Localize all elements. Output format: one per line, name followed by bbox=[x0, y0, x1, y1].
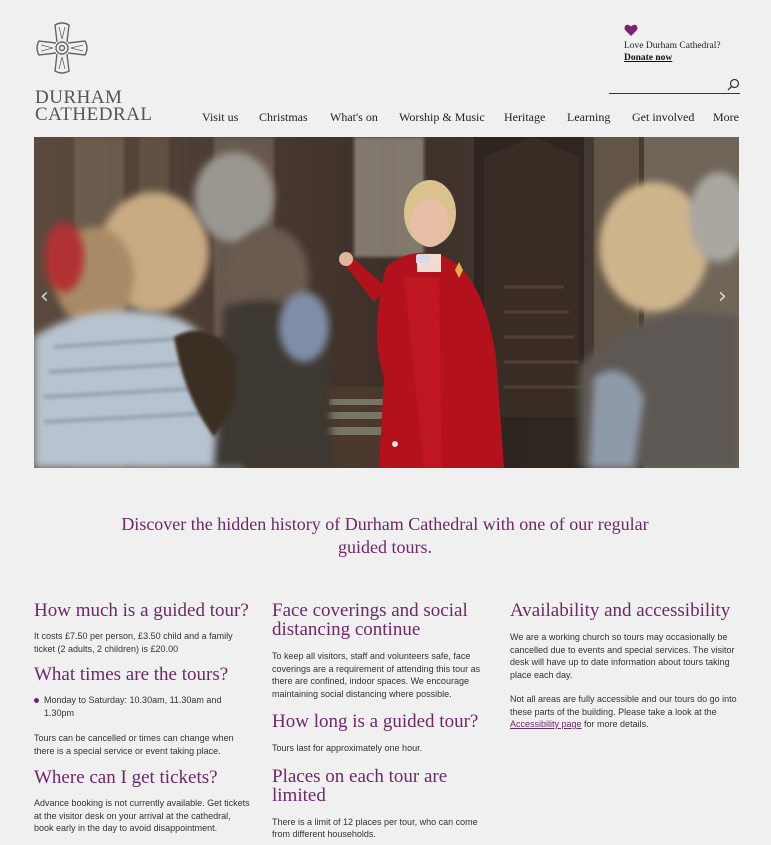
accessibility-page-link[interactable]: Accessibility page bbox=[510, 719, 582, 729]
heading-places-limited: Places on each tour are limited bbox=[272, 765, 448, 806]
heading-tour-times: What times are the tours? bbox=[34, 664, 229, 685]
donate-block bbox=[624, 24, 721, 63]
text-tour-duration: Tours last for approximately one hour. bbox=[272, 743, 423, 753]
carousel-indicator-dot[interactable] bbox=[392, 441, 398, 447]
nav-item-learning[interactable]: Learning bbox=[567, 110, 611, 124]
search-bar bbox=[609, 78, 740, 94]
carousel-next-arrow-icon[interactable]: › bbox=[718, 284, 727, 309]
text-accessibility-after: for more details. bbox=[581, 719, 649, 729]
nav-item-more[interactable]: More bbox=[713, 110, 739, 124]
logo-line-cathedral: CATHEDRAL bbox=[35, 104, 153, 125]
hero-image-guided-tour bbox=[34, 137, 739, 468]
donate-prompt: Love Durham Cathedral? bbox=[624, 41, 721, 51]
cathedral-cross-logo-icon[interactable] bbox=[33, 19, 91, 77]
text-places-limit: There is a limit of 12 places per tour, who can come from different households. bbox=[272, 816, 478, 839]
nav-item-christmas[interactable]: Christmas bbox=[259, 110, 308, 124]
heart-icon bbox=[624, 24, 638, 37]
text-tickets-info: Advance booking is not currently available. Get tickets at the visitor desk on your arrival at the cathedral, book early in the day to avoid disappointment. bbox=[34, 798, 250, 833]
nav-item-visit-us[interactable]: Visit us bbox=[202, 110, 239, 124]
search-input[interactable] bbox=[609, 82, 719, 96]
text-availability: We are a working church so tours may occasionally be cancelled due to events and special services. The visitor desk will have up to date information about tours taking place each day. bbox=[510, 632, 735, 680]
list-tour-times bbox=[34, 694, 252, 720]
nav-item-whats-on[interactable]: What's on bbox=[330, 110, 378, 124]
search-icon[interactable] bbox=[727, 78, 740, 91]
hero-carousel[interactable] bbox=[34, 137, 739, 468]
text-tour-cancellations: Tours can be cancelled or times can change when there is a special service or event taking place. bbox=[34, 733, 234, 756]
column-pricing-times bbox=[34, 601, 252, 835]
heading-availability-accessibility: Availability and accessibility bbox=[510, 600, 731, 621]
heading-guided-tour-cost: How much is a guided tour? bbox=[34, 600, 249, 621]
logo-line-durham: DURHAM bbox=[35, 87, 123, 108]
main-navigation bbox=[0, 110, 771, 126]
nav-item-get-involved[interactable]: Get involved bbox=[632, 110, 695, 124]
text-accessibility bbox=[510, 693, 742, 731]
text-tour-cost: It costs £7.50 per person, £3.50 child and a family ticket (2 adults, 2 children) is £20.00 bbox=[34, 631, 233, 654]
nav-item-heritage[interactable]: Heritage bbox=[504, 110, 546, 124]
text-accessibility-before: Not all areas are fully accessible and our tours do go into these parts of the building. Please take a look at the bbox=[510, 694, 737, 717]
carousel-prev-arrow-icon[interactable]: ‹ bbox=[40, 284, 49, 309]
column-safety-duration bbox=[272, 601, 490, 841]
nav-item-worship-music[interactable]: Worship & Music bbox=[399, 110, 485, 124]
heading-face-coverings: Face coverings and social distancing continue bbox=[272, 600, 468, 640]
donate-now-link[interactable]: Donate now bbox=[624, 53, 673, 63]
list-item: Monday to Saturday: 10.30am, 11.30am and 1.30pm bbox=[34, 694, 252, 720]
column-availability bbox=[510, 601, 742, 731]
intro-heading: Discover the hidden history of Durham Cathedral with one of our regular guided tours. bbox=[121, 514, 649, 557]
text-face-coverings: To keep all visitors, staff and volunteers safe, face coverings are a requirement of attending this tour as there are confined, indoor spaces. We encourage maintaining social distancing where possible. bbox=[272, 651, 481, 699]
heading-tour-duration: How long is a guided tour? bbox=[272, 711, 479, 732]
heading-get-tickets: Where can I get tickets? bbox=[34, 767, 218, 788]
